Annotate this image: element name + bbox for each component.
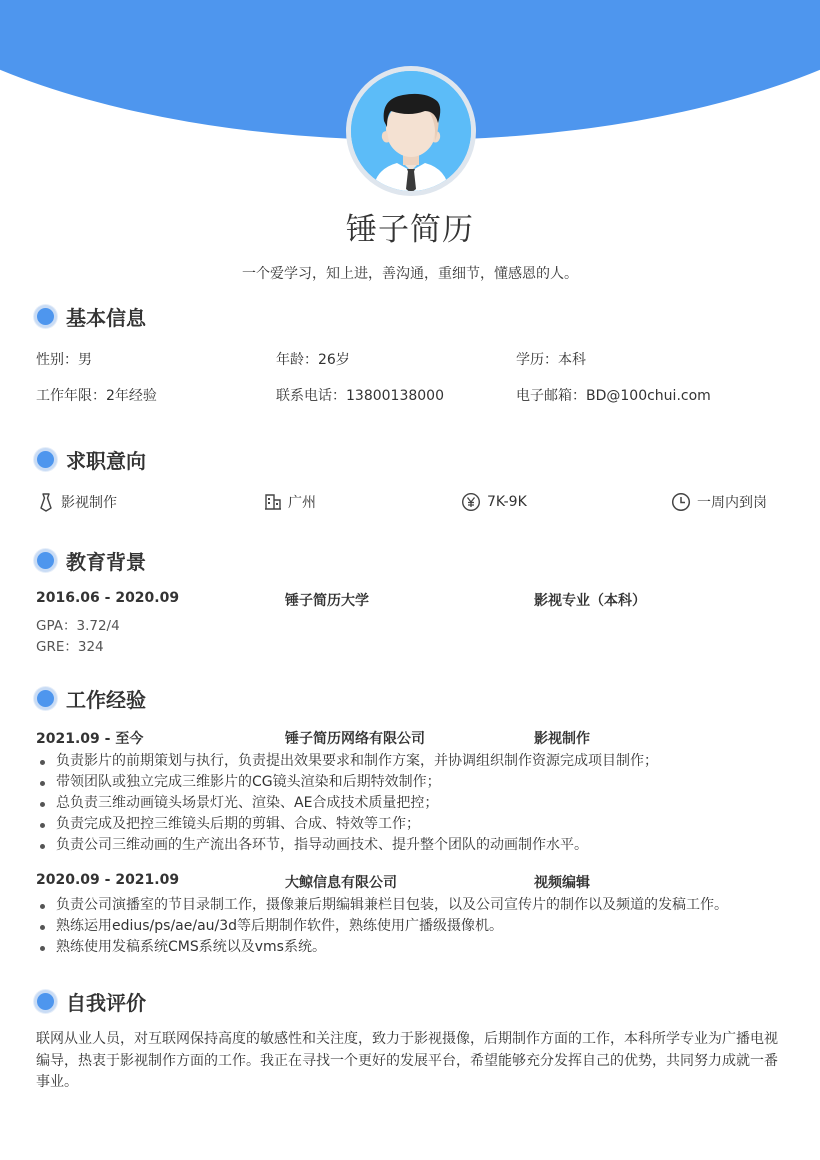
list-item: 熟练使用发稿系统CMS系统以及vms系统。 xyxy=(38,937,798,958)
job-position: 视频编辑 xyxy=(534,875,590,891)
list-item: 带领团队或独立完成三维影片的CG镜头渲染和后期特效制作； xyxy=(38,772,798,793)
intent-item-salary: 7K-9K xyxy=(461,491,527,513)
section-work-experience xyxy=(34,685,146,711)
list-item: 负责影片的前期策划与执行，负责提出效果要求和制作方案，并协调组织制作资源完成项目制作； xyxy=(38,751,798,772)
field-work-years: 工作年限：2年经验 xyxy=(36,388,157,404)
list-item: 负责公司三维动画的生产流出各环节，指导动画技术、提升整个团队的动画制作水平。 xyxy=(38,835,798,856)
section-title: 基本信息 xyxy=(66,305,146,330)
field-gender: 性别：男 xyxy=(36,352,92,368)
education-gre: GRE：324 xyxy=(36,639,104,655)
section-job-intent xyxy=(34,446,146,472)
section-title: 教育背景 xyxy=(66,549,146,574)
intent-item-city: 广州 xyxy=(264,491,316,513)
section-dot-icon xyxy=(34,687,57,710)
section-title: 求职意向 xyxy=(66,448,146,473)
list-item: 负责公司演播室的节目录制工作，摄像兼后期编辑兼栏目包装，以及公司宣传片的制作以及频道的发稿工作。 xyxy=(38,895,798,916)
job-period: 2021.09 - 至今 xyxy=(36,731,144,747)
education-major: 影视专业（本科） xyxy=(534,593,646,609)
section-dot-icon xyxy=(34,305,57,328)
education-period: 2016.06 - 2020.09 xyxy=(36,590,180,606)
education-school: 锤子简历大学 xyxy=(285,593,369,609)
field-age: 年龄：26岁 xyxy=(276,352,350,368)
list-item: 总负责三维动画镜头场景灯光、渲染、AE合成技术质量把控； xyxy=(38,793,798,814)
person-avatar-icon xyxy=(351,71,471,191)
list-item: 负责完成及把控三维镜头后期的剪辑、合成、特效等工作； xyxy=(38,814,798,835)
section-self-evaluation xyxy=(34,988,146,1014)
intent-item-job: 影视制作 xyxy=(37,491,117,513)
section-basic-info xyxy=(34,303,146,329)
section-title: 自我评价 xyxy=(66,990,146,1015)
job-duties-list xyxy=(38,751,798,856)
intent-item-availability: 一周内到岗 xyxy=(671,491,767,513)
job-company: 锤子简历网络有限公司 xyxy=(285,731,425,747)
section-title: 工作经验 xyxy=(66,687,146,712)
job-duties-list xyxy=(38,895,798,958)
job-period: 2020.09 - 2021.09 xyxy=(36,872,180,888)
section-dot-icon xyxy=(34,990,57,1013)
resume-motto: 一个爱学习，知上进，善沟通，重细节，懂感恩的人。 xyxy=(242,266,578,282)
resume-name: 锤子简历 xyxy=(346,212,474,248)
avatar xyxy=(346,66,476,196)
job-position: 影视制作 xyxy=(534,731,590,747)
job-company: 大鲸信息有限公司 xyxy=(285,875,397,891)
section-dot-icon xyxy=(34,549,57,572)
yen-icon xyxy=(461,492,481,512)
education-gpa: GPA：3.72/4 xyxy=(36,618,120,634)
field-phone: 联系电话：13800138000 xyxy=(276,388,444,404)
self-evaluation-text: 联网从业人员，对互联网保持高度的敏感性和关注度，致力于影视摄像，后期制作方面的工作，本科所学专业为广播电视 编导，热衷于影视制作方面的工作。我正在寻找一个更好的发展平台，希望能够充分发挥自己的优势，共同努力成就一番 事业。 xyxy=(36,1031,778,1090)
field-education: 学历：本科 xyxy=(516,352,586,368)
section-education xyxy=(34,547,146,573)
tie-icon xyxy=(37,492,55,512)
clock-icon xyxy=(671,492,691,512)
list-item: 熟练运用edius/ps/ae/au/3d等后期制作软件，熟练使用广播级摄像机。 xyxy=(38,916,798,937)
section-dot-icon xyxy=(34,448,57,471)
building-icon xyxy=(264,493,282,511)
field-email: 电子邮箱：BD@100chui.com xyxy=(516,388,711,404)
